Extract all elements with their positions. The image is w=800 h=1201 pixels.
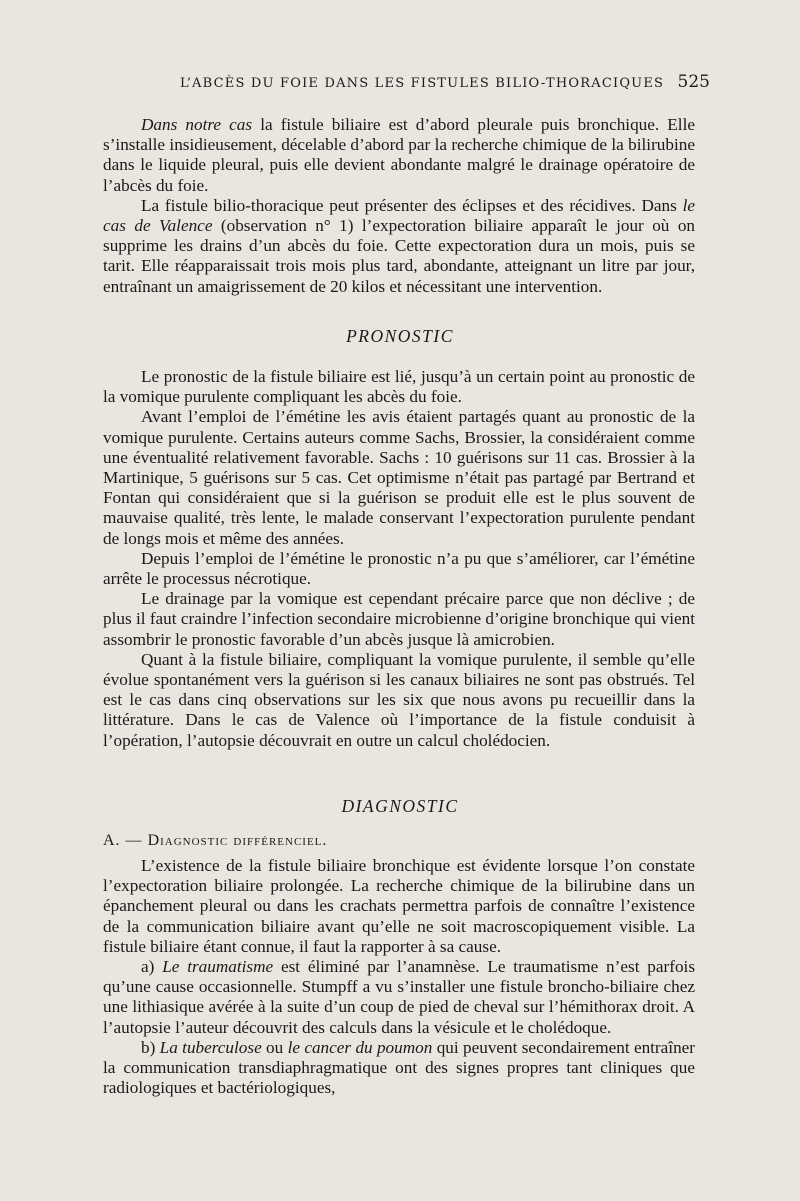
italic-phrase: La tuberculose <box>159 1037 262 1057</box>
paragraph: Le drainage par la vomique est cependant précaire parce que non déclive ; de plus il faut craindre l’infection secondaire microbienne d’origine bronchique qui vient assombrir le pronostic favorable d’un abcès jusque là amicrobien. <box>103 589 695 649</box>
diagnostic-text-block <box>103 856 695 1098</box>
pronostic-text-block <box>103 367 695 751</box>
running-title: L’ABCÈS DU FOIE DANS LES FISTULES BILIO-THORACIQUES <box>180 76 665 91</box>
paragraph: Dans notre cas la fistule biliaire est d’abord pleurale puis bronchique. Elle s’installe insidieusement, décelable d’abord par la recherche chimique de la bilirubine dans le liquide pleural, puis elle devient abondante malgré le drainage opératoire de l’abcès du foie. <box>103 115 695 195</box>
paragraph: La fistule bilio-thoracique peut présenter des éclipses et des récidives. Dans le cas de Valence (observation n° 1) l’expectoration biliaire apparaît le jour où on supprime les drains d’un abcès du foie. Cette expectoration dura un mois, puis se tarit. Elle réapparaissait trois mois plus tard, abondante, atteignant un litre par jour, entraînant un amaigrissement de 20 kilos et nécessitant une intervention. <box>103 195 696 296</box>
opening-text-block <box>103 115 695 297</box>
paragraph: L’existence de la fistule biliaire bronchique est évidente lorsque l’on constate l’expectoration biliaire prolongée. La recherche chimique de la bilirubine dans un épanchement pleural ou dans les crachats permettra parfois de connaître l’existence de la communication biliaire avant qu’elle ne soit macroscopiquement visible. La fistule biliaire étant connue, il faut la rapporter à sa cause. <box>103 856 695 956</box>
section-title-pronostic: PRONOSTIC <box>346 326 454 346</box>
paragraph: b) La tuberculose ou le cancer du poumon qui peuvent secondairement entraîner la communication transdiaphragmatique ont des signes propres tant cliniques que radiologiques et bactériologiques, <box>103 1037 696 1098</box>
italic-phrase: le cancer du poumon <box>287 1037 433 1057</box>
paragraph: Depuis l’emploi de l’émétine le pronostic n’a pu que s’améliorer, car l’émétine arrête le processus nécrotique. <box>103 548 695 589</box>
paragraph: a) Le traumatisme est éliminé par l’anamnèse. Le traumatisme n’est parfois qu’une cause occasionnelle. Stumpff a vu s’installer une fistule broncho-biliaire chez une lithiasique avérée à la suite d’un coup de pied de cheval sur l’hémithorax droit. A l’autopsie l’auteur découvrit des calculs dans la vésicule et le cholédoque. <box>103 957 696 1037</box>
italic-phrase: le cas de Valence <box>103 195 695 236</box>
paragraph: Avant l’emploi de l’émétine les avis étaient partagés quant au pronostic de la vomique purulente. Certains auteurs comme Sachs, Brossier, la considéraient comme une éventualité relativement favorable. Sachs : 10 guérisons sur 11 cas. Brossier à la Martinique, 5 guérisons sur 5 cas. Cet optimisme n’était pas partagé par Bertrand et Fontan qui considéraient que si la guérison se produit elle est le plus souvent de mauvaise qualité, très lente, le malade conservant l’expectoration purulente pendant de longs mois et même des années. <box>103 407 695 548</box>
paragraph: Quant à la fistule biliaire, compliquant la vomique purulente, il semble qu’elle évolue spontanément vers la guérison si les canaux biliaires ne sont pas obstrués. Tel est le cas dans cinq observations sur les six que nous avons pu recueillir dans la littérature. Dans le cas de Valence où l’importance de la fistule conduisit à l’opération, l’autopsie découvrait en outre un calcul cholédocien. <box>103 649 695 750</box>
page-number: 525 <box>677 72 710 92</box>
section-title-diagnostic: DIAGNOSTIC <box>341 796 459 816</box>
italic-lead: Dans notre cas <box>141 115 253 134</box>
italic-phrase: Le traumatisme <box>162 957 274 977</box>
paragraph: Le pronostic de la fistule biliaire est lié, jusqu’à un certain point au pronostic de la vomique purulente compliquant les abcès du foie. <box>103 367 695 407</box>
subheading: A. — Diagnostic différenciel. <box>103 832 328 849</box>
